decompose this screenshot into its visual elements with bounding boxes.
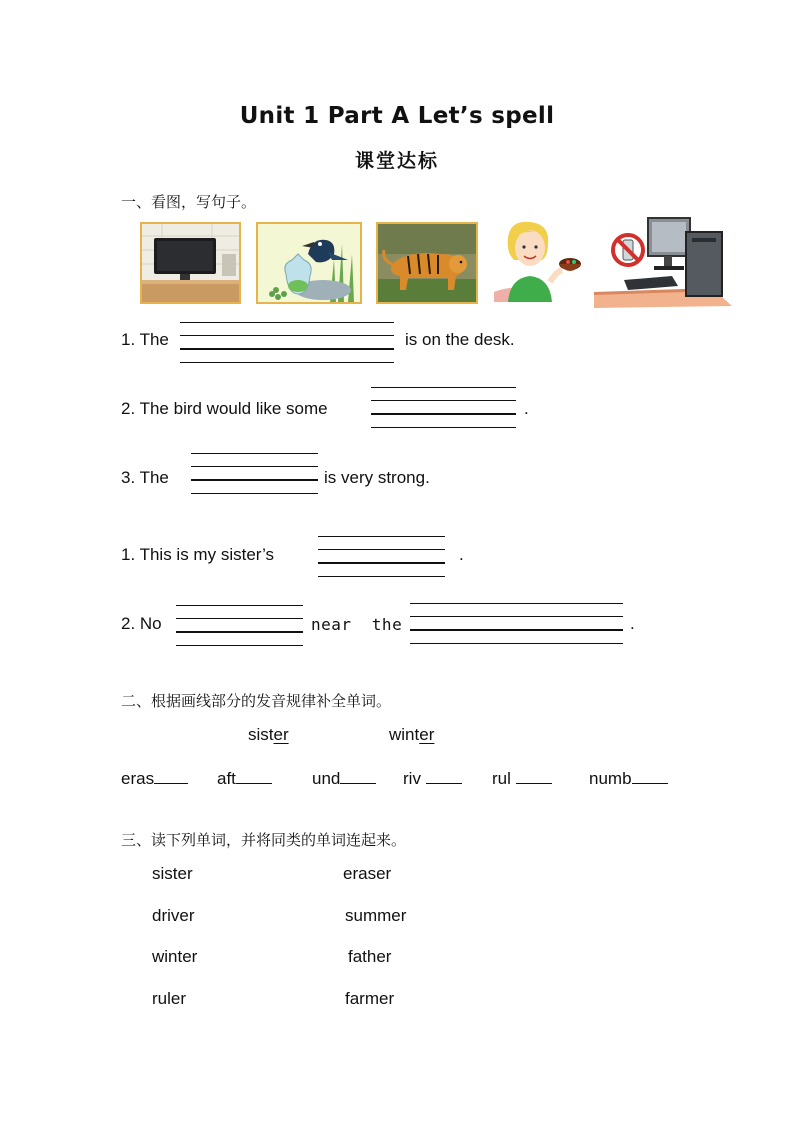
section2-heading: 二、根据画线部分的发音规律补全单词。 [121, 692, 392, 710]
match-right-3[interactable]: father [348, 947, 392, 966]
fill-word-1[interactable]: eras [121, 767, 188, 789]
computer-picture [140, 222, 241, 304]
sentence-5-middle: near the [311, 615, 403, 634]
page-title: Unit 1 Part A Let’s spell [239, 103, 555, 129]
match-right-1[interactable]: eraser [343, 864, 392, 883]
writing-guide-5a[interactable] [176, 605, 303, 645]
fill-word-5[interactable]: rul [492, 767, 552, 789]
sentence-2-suffix: . [524, 399, 529, 418]
sentence-4-suffix: . [459, 545, 464, 564]
sentence-1-prefix: 1. The [121, 330, 169, 349]
example-word-winter: winter [389, 725, 435, 744]
writing-guide-2[interactable] [371, 387, 516, 427]
match-left-1[interactable]: sister [152, 864, 193, 883]
fill-word-4[interactable]: riv [403, 767, 462, 789]
sentence-4-prefix: 1. This is my sister’s [121, 545, 275, 564]
writing-guide-5b[interactable] [410, 603, 623, 643]
writing-guide-1[interactable] [180, 322, 394, 362]
section3-heading: 三、读下列单词，并将同类的单词连起来。 [121, 831, 407, 849]
sentence-5-suffix: . [630, 614, 635, 633]
sentence-3-suffix: is very strong. [324, 468, 430, 487]
sentence-5-prefix: 2. No [121, 614, 162, 633]
sentence-3-prefix: 3. The [121, 468, 169, 487]
match-right-2[interactable]: summer [345, 906, 407, 925]
girl-bowl-picture [494, 220, 586, 302]
underlined-er: er [419, 725, 435, 744]
fill-word-3[interactable]: und [312, 767, 376, 789]
writing-guide-3[interactable] [191, 453, 318, 493]
match-left-4[interactable]: ruler [152, 989, 187, 1008]
fill-word-2[interactable]: aft [217, 767, 272, 789]
page-subtitle: 课堂达标 [354, 150, 439, 172]
writing-guide-4[interactable] [318, 536, 445, 576]
match-left-3[interactable]: winter [152, 947, 198, 966]
section1-heading: 一、看图，写句子。 [121, 193, 257, 211]
underlined-er: er [273, 725, 289, 744]
bird-jar-picture [256, 222, 362, 304]
sentence-2-prefix: 2. The bird would like some [121, 399, 328, 418]
match-left-2[interactable]: driver [152, 906, 195, 925]
computer-no-drinks-picture [594, 214, 732, 310]
fill-word-6[interactable]: numb [589, 767, 668, 789]
example-word-sister: sister [248, 725, 289, 744]
match-right-4[interactable]: farmer [345, 989, 395, 1008]
tiger-picture [376, 222, 478, 304]
sentence-1-suffix: is on the desk. [405, 330, 515, 349]
